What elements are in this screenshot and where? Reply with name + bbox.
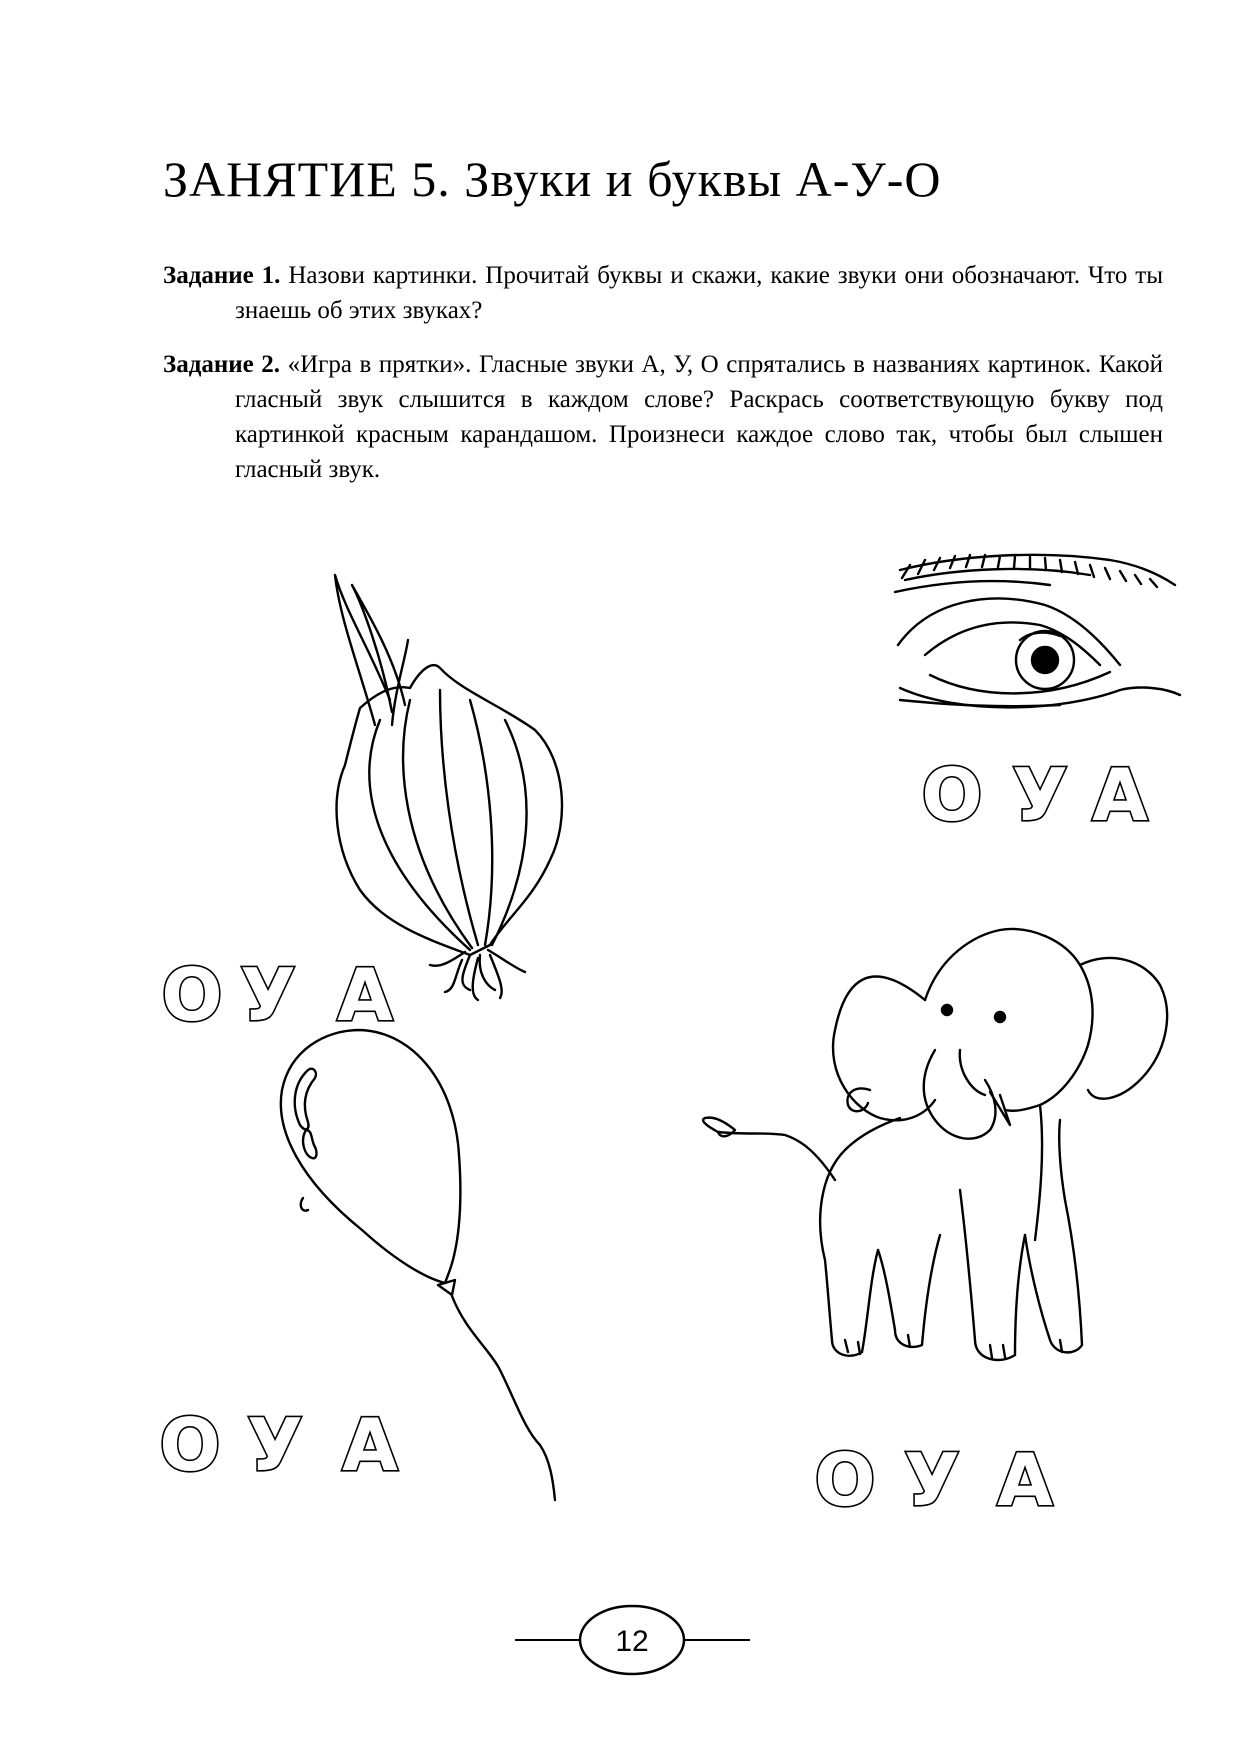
task-2-label: Задание 2. [163,351,281,378]
task-1-label: Задание 1. [163,262,281,289]
task-1-text: Назови картинки. Прочитай буквы и скажи, какие звуки они обозначают. Что ты знаешь об этих звуках? [235,262,1164,324]
letter-o[interactable]: О [814,1438,876,1522]
letter-o[interactable]: О [159,1403,221,1487]
letter-a[interactable]: А [337,953,393,1037]
letter-a[interactable]: А [342,1403,398,1487]
page-number-text: 12 [615,1625,649,1658]
letters-row-elephant [814,1438,1053,1522]
letter-u[interactable]: У [904,1438,960,1522]
onion-illustration [335,575,562,1000]
page-number [515,1606,750,1674]
letter-u[interactable]: У [240,953,296,1037]
task-2-text: «Игра в прятки». Гласные звуки А, У, О спрятались в названиях картинок. Какой гласный звук слышится в каждом слове? Раскрась соответствующую букву под картинкой красным карандашом. Произнеси каждое слово так, чтобы был слышен гласный звук. [235,351,1164,483]
letter-u[interactable]: У [247,1403,303,1487]
balloon-illustration [281,1030,555,1500]
letter-o[interactable]: О [921,753,983,837]
letter-a[interactable]: А [997,1438,1053,1522]
letter-u[interactable]: У [1012,753,1068,837]
letters-row-balloon [159,1403,398,1487]
letter-a[interactable]: А [1092,753,1148,837]
page-title: ЗАНЯТИЕ 5. Звуки и буквы А-У-О [163,151,942,207]
letters-row-eye [921,753,1148,837]
letter-o[interactable]: О [161,953,223,1037]
elephant-illustration [703,929,1167,1360]
letters-row-onion [161,953,393,1037]
eye-illustration [895,555,1180,708]
